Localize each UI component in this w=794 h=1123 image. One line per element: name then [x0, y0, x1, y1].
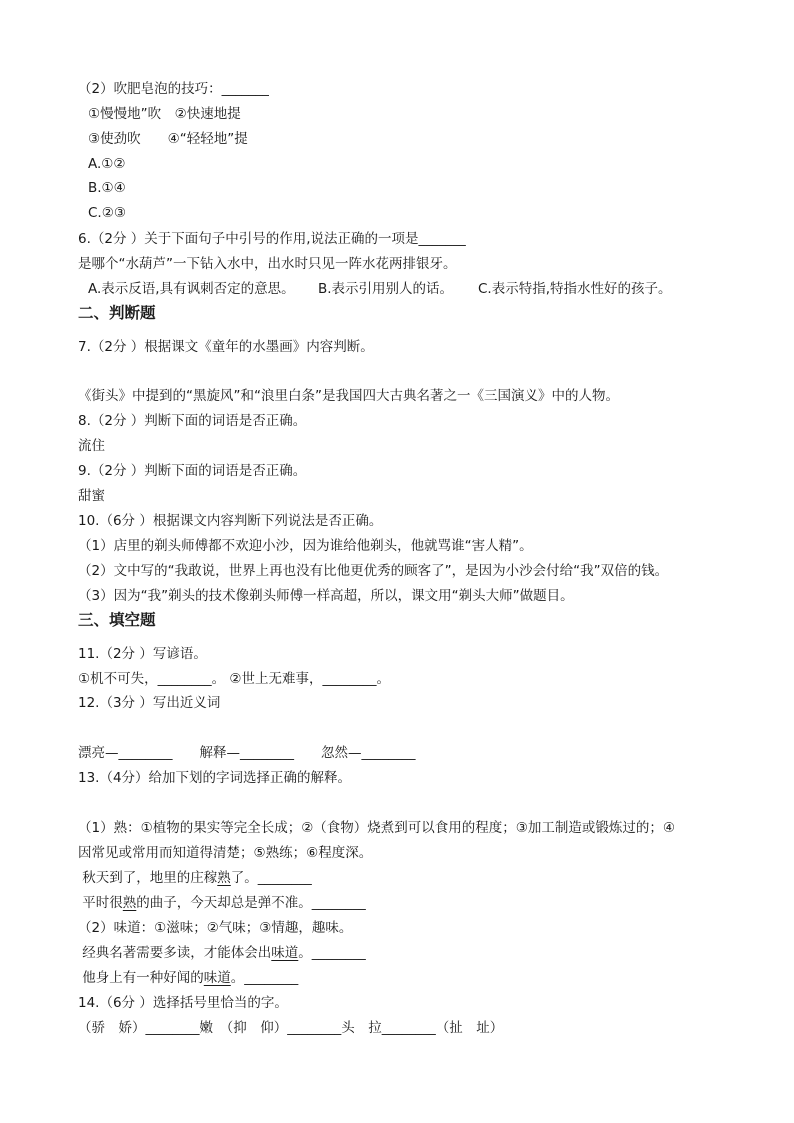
q13-def1-line2: 因常见或常用而知道得清楚；⑤熟练；⑥程度深。	[78, 845, 373, 861]
q13-sentence-1	[78, 868, 312, 888]
q11-line: ①机不可失，________。 ②世上无难事，________。	[78, 671, 390, 687]
q7-stem: 7.（2分 ）根据课文《童年的水墨画》内容判断。	[78, 339, 374, 355]
q12-stem: 12.（3分 ）写出近义词	[78, 695, 221, 711]
q10-item-3: （3）因为“我”剃头的技术像剃头师傅一样高超，所以，课文用“剃头大师”做题目。	[78, 588, 574, 604]
section-title-judgment: 二、判断题	[78, 304, 156, 322]
q13-s2-underlined-word: 熟	[122, 895, 137, 911]
q9-stem: 9.（2分 ）判断下面的词语是否正确。	[78, 463, 307, 479]
q13-s4-before: 他身上有一种好闻的	[78, 970, 204, 986]
q10-stem: 10.（6分 ）根据课文内容判断下列说法是否正确。	[78, 513, 383, 529]
q13-s4-underlined-word: 味道	[203, 970, 231, 986]
q13-s2-before: 平时很	[78, 895, 123, 911]
q6-choice-a: A.表示反语,具有讽刺否定的意思。	[88, 281, 295, 297]
q13-sentence-3	[78, 943, 366, 963]
q6-choice-b: B.表示引用别人的话。	[318, 281, 454, 297]
q14-line: （骄 娇）________嫩 （抑 仰）________头 拉________（扯 址）	[78, 1020, 504, 1036]
q12-line: 漂亮—________ 解释—________ 忽然—________	[78, 745, 416, 761]
q5-2-options-row2: ③使劲吹 ④“轻轻地”提	[88, 131, 248, 147]
q8-stem: 8.（2分 ）判断下面的词语是否正确。	[78, 413, 307, 429]
q13-s4-after: 。________	[230, 970, 299, 986]
q5-2-stem: （2）吹肥皂泡的技巧：_______	[78, 81, 269, 97]
q6-sentence: 是哪个“水葫芦”一下钻入水中，出水时只见一阵水花两排银牙。	[78, 256, 457, 272]
q13-s2-after: 的曲子，今天却总是弹不准。________	[136, 895, 366, 911]
q13-s3-before: 经典名著需要多读，才能体会出	[78, 945, 272, 961]
section-title-fill-blank: 三、填空题	[78, 611, 156, 629]
q10-item-2: （2）文中写的“我敢说，世界上再也没有比他更优秀的顾客了”，是因为小沙会付给“我”双倍的钱。	[78, 563, 669, 579]
q11-stem: 11.（2分 ）写谚语。	[78, 646, 207, 662]
q13-def1-line1: （1）熟：①植物的果实等完全长成；②（食物）烧煮到可以食用的程度；③加工制造或锻炼过的；④	[78, 820, 675, 836]
q13-s1-after: 了。________	[230, 870, 312, 886]
q6-stem: 6.（2分 ）关于下面句子中引号的作用,说法正确的一项是_______	[78, 231, 466, 247]
q5-2-choice-b: B.①④	[88, 180, 126, 196]
q13-stem: 13.（4分）给加下划的字词选择正确的解释。	[78, 770, 352, 786]
q7-statement: 《街头》中提到的“黑旋风”和“浪里白条”是我国四大古典名著之一《三国演义》中的人物。	[78, 388, 619, 404]
q13-def2: （2）味道：①滋味；②气味；③情趣，趣味。	[78, 920, 353, 936]
q5-2-choice-a: A.①②	[88, 156, 126, 172]
q9-word: 甜蜜	[78, 488, 105, 504]
q5-2-choice-c: C.②③	[88, 205, 126, 221]
q13-s1-underlined-word: 熟	[217, 870, 231, 886]
q10-item-1: （1）店里的剃头师傅都不欢迎小沙，因为谁给他剃头，他就骂谁“害人精”。	[78, 538, 533, 554]
q13-s3-underlined-word: 味道	[271, 945, 299, 961]
q13-sentence-2	[78, 893, 366, 913]
q8-word: 流住	[78, 438, 105, 454]
q13-sentence-4	[78, 968, 298, 988]
q13-s3-after: 。________	[298, 945, 366, 961]
q14-stem: 14.（6分 ）选择括号里恰当的字。	[78, 995, 288, 1011]
q6-choice-c: C.表示特指,特指水性好的孩子。	[478, 281, 672, 297]
q13-s1-before: 秋天到了，地里的庄稼	[78, 870, 218, 886]
q5-2-options-row1: ①慢慢地”吹 ②快速地提	[88, 106, 241, 122]
